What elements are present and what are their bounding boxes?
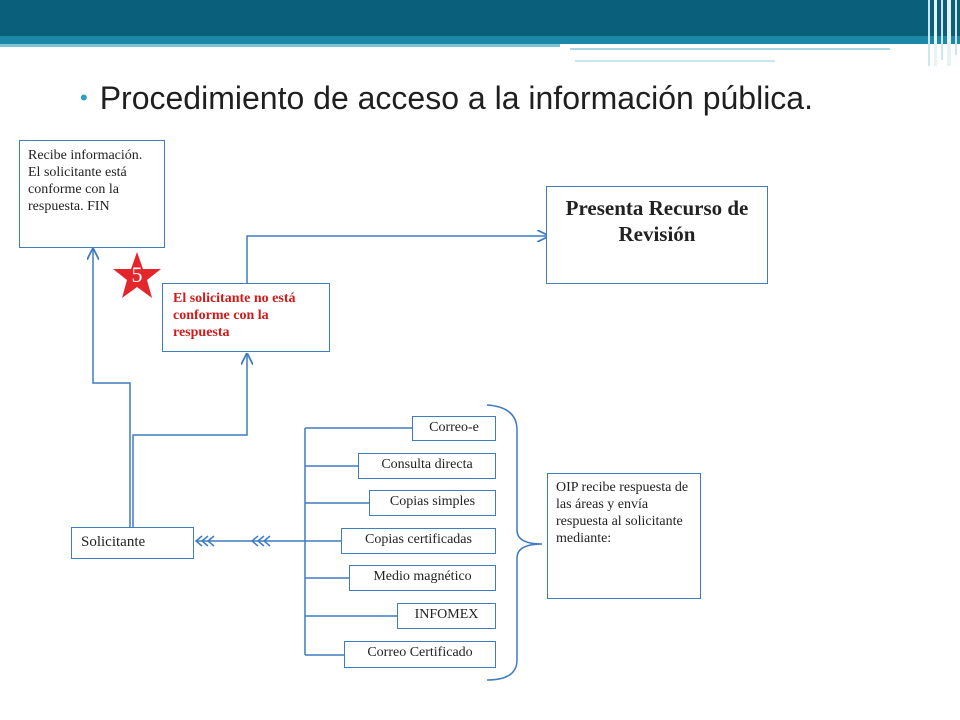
solicitante-box [71,527,194,559]
option-consulta-directa [358,453,496,479]
oip-box [547,473,701,599]
presenta-recurso-box [546,186,768,284]
option-label: Copias certificadas [365,532,472,547]
option-label: INFOMEX [414,607,479,622]
no-conforme-text: El solicitante no está conforme con la respuesta [173,291,296,340]
option-label: Correo Certificado [367,645,473,660]
recibe-informacion-box [19,140,165,248]
option-label: Copias simples [389,494,476,509]
option-correo-certificado [344,641,496,668]
bullet-icon: • [80,85,88,110]
option-label: Medio magnético [373,569,472,584]
step-number: 5 [131,262,143,287]
slide-title-text: Procedimiento de acceso a la información pública. [99,80,813,116]
oip-text: OIP recibe respuesta de las áreas y envía respuesta al solicitante mediante: [556,480,689,546]
option-medio-magnetico [349,565,496,591]
option-correo-e [412,416,496,441]
recibe-informacion-text: Recibe información. El solicitante está conforme con la respuesta. FIN [28,148,143,214]
option-label: Consulta directa [381,457,473,472]
solicitante-text: Solicitante [81,534,146,550]
option-label: Correo-e [429,420,479,435]
option-infomex [397,603,496,629]
no-conforme-box [162,283,330,352]
option-copias-certificadas [341,528,496,554]
option-copias-simples [369,490,496,516]
presenta-recurso-text: Presenta Recurso de Revisión [565,196,749,246]
